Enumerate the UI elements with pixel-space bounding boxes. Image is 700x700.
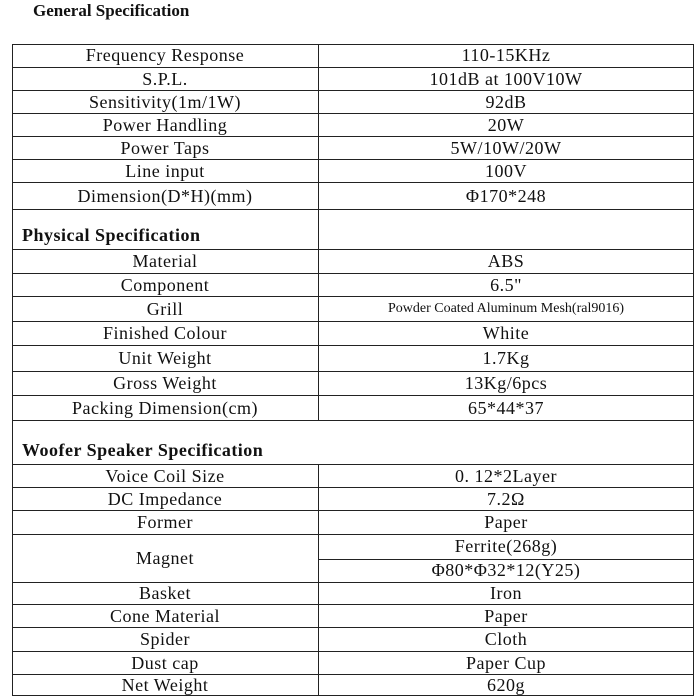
row-label: Dimension(D*H)(mm) [77, 185, 253, 206]
row-label: Frequency Response [85, 45, 245, 65]
row-value: 92dB [485, 91, 527, 112]
table-row [12, 113, 694, 136]
table-row [12, 674, 694, 696]
table-row [12, 90, 694, 113]
table-row [12, 627, 694, 651]
row-label: Dust cap [131, 652, 199, 673]
section-header-physical [12, 209, 694, 249]
table-row [12, 582, 694, 604]
table-row [12, 249, 694, 273]
row-value: 20W [487, 114, 525, 135]
spec-table [12, 44, 694, 696]
row-label: DC Impedance [107, 488, 223, 509]
table-row [12, 534, 694, 582]
row-value: Ferrite(268g) [454, 536, 558, 556]
row-label: Former [137, 512, 193, 532]
row-label: Unit Weight [118, 348, 212, 368]
row-value: Iron [490, 583, 522, 603]
row-label: Grill [146, 298, 184, 319]
table-row [12, 345, 694, 371]
table-row [12, 182, 694, 209]
row-value: 65*44*37 [468, 397, 544, 418]
table-row [12, 136, 694, 159]
row-value: 13Kg/6pcs [464, 373, 548, 393]
section-title: Physical Specification [22, 225, 201, 245]
row-label: Component [120, 274, 210, 295]
row-value: Paper [484, 605, 528, 626]
table-row [12, 67, 694, 90]
row-value: Powder Coated Aluminum Mesh(ral9016) [387, 301, 625, 316]
row-label: Sensitivity(1m/1W) [89, 91, 241, 112]
table-row [12, 44, 694, 67]
row-value: Cloth [484, 629, 528, 649]
row-value: Paper Cup [466, 652, 546, 673]
table-row [12, 651, 694, 674]
row-value: 101dB at 100V10W [429, 68, 583, 89]
table-row [12, 395, 694, 420]
section-header-woofer [12, 420, 694, 464]
row-label: Basket [139, 583, 191, 603]
table-row [12, 464, 694, 487]
table-row [12, 487, 694, 510]
row-value: 1.7Kg [482, 348, 530, 368]
row-value: 7.2Ω [487, 488, 525, 509]
row-value-secondary: Φ80*Φ32*12(Y25) [431, 560, 581, 580]
row-value: 620g [487, 675, 525, 695]
page-title: General Specification [33, 1, 190, 20]
row-label: Power Handling [102, 114, 228, 135]
row-label: Gross Weight [113, 373, 217, 393]
row-label: Material [132, 251, 198, 271]
table-row [12, 510, 694, 534]
row-label: Voice Coil Size [105, 465, 225, 486]
row-value: 100V [485, 160, 527, 181]
table-row [12, 159, 694, 182]
section-title: Woofer Speaker Specification [22, 440, 264, 460]
row-value: 6.5" [490, 274, 522, 295]
row-label: Line input [125, 160, 205, 181]
row-value: 110-15KHz [461, 45, 551, 65]
table-row [12, 296, 694, 321]
row-label: Spider [140, 629, 190, 649]
row-label: S.P.L. [142, 68, 188, 89]
row-label: Magnet [136, 548, 194, 568]
table-row [12, 273, 694, 296]
row-value: White [482, 323, 530, 343]
row-label: Cone Material [110, 605, 220, 626]
row-label: Finished Colour [102, 323, 227, 343]
table-row [12, 321, 694, 345]
table-row [12, 371, 694, 395]
row-value: 5W/10W/20W [450, 137, 562, 158]
table-row [12, 604, 694, 627]
row-label: Packing Dimension(cm) [72, 397, 258, 418]
row-value: ABS [487, 251, 525, 271]
row-value: 0. 12*2Layer [455, 465, 557, 486]
row-label: Power Taps [120, 137, 210, 158]
row-label: Net Weight [121, 675, 209, 695]
row-value: Paper [484, 512, 528, 532]
row-value: Φ170*248 [465, 185, 547, 206]
